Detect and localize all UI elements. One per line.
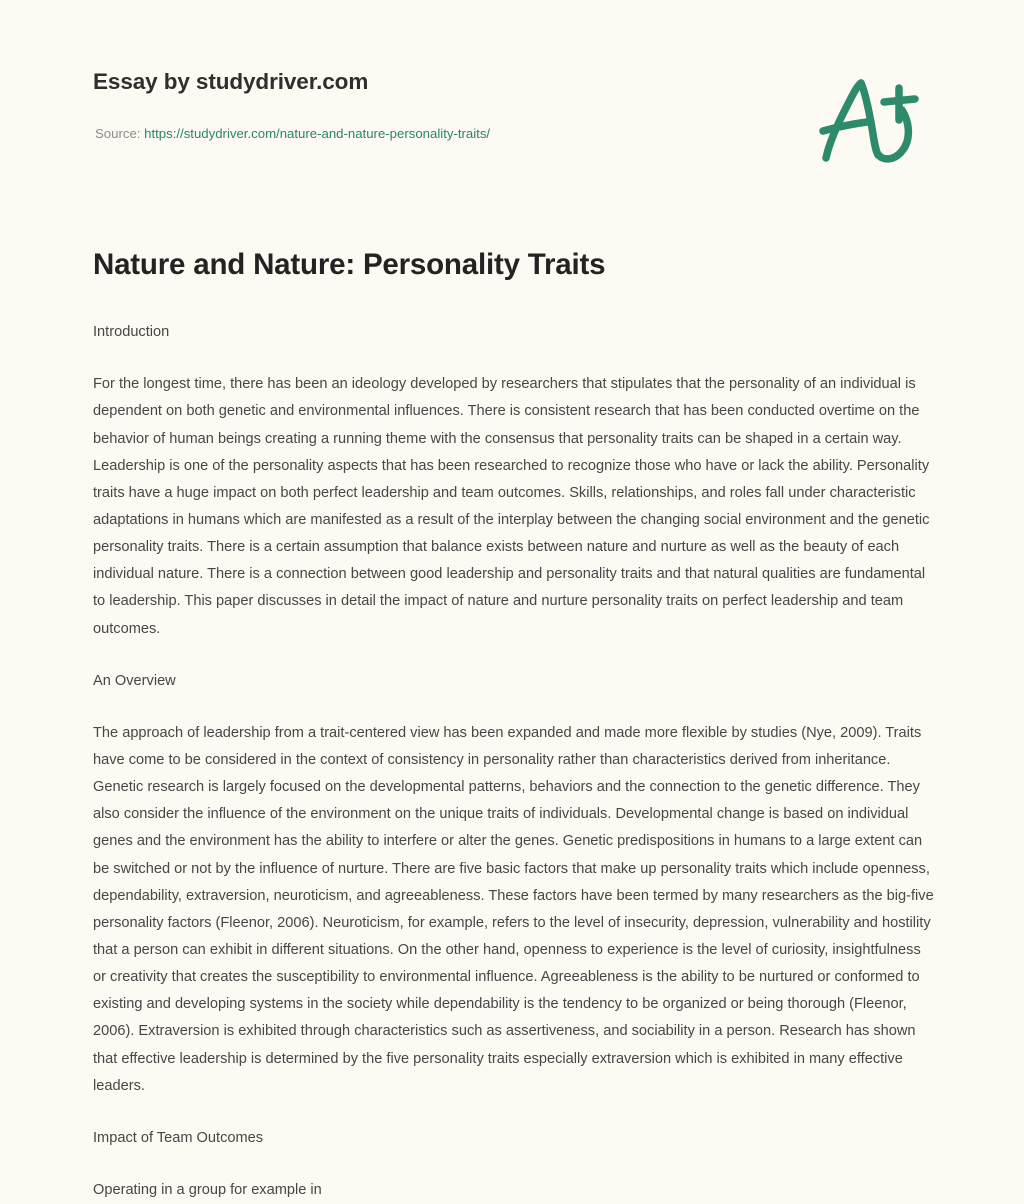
document-header <box>0 0 1024 200</box>
body-paragraph: Operating in a group for example in <box>93 1181 322 1198</box>
body-paragraph: The approach of leadership from a trait-centered view has been expanded and made more flexible by studies (Nye, 2009). Traits have come to be considered in the context of consistency in personality rather than characteristics derived from inheritance. Genetic research is largely focused on the developmental patterns, behaviors and the connection to the genetic difference. They also consider the influence of the environment on the unique traits of individuals. Developmental change is based on individual genes and the environment has the ability to interfere or alter the genes. Genetic predispositions in humans to a large extent can be switched or not by the influence of nurture. There are five basic factors that make up personality traits which include openness, dependability, extraversion, neuroticism, and agreeableness. These factors have been termed by many researchers as the big-five personality factors (Fleenor, 2006). Neuroticism, for example, refers to the level of insecurity, depression, vulnerability and hostility that a person can exhibit in different situations. On the other hand, openness to experience is the level of curiosity, insightfulness or creativity that creates the susceptibility to environmental influence. Agreeableness is the ability to be nurtured or conformed to existing and developing systems in the society while dependability is the tendency to be organized or being thorough (Fleenor, 2006). Extraversion is exhibited through characteristics such as assertiveness, and sociability in a person. Research has shown that effective leadership is determined by the five personality traits especially extraversion which is exhibited in many effective leaders. <box>93 724 934 1094</box>
section-heading: Impact of Team Outcomes <box>93 1129 264 1146</box>
essay-byline: Essay by studydriver.com <box>93 69 369 94</box>
page-title: Nature and Nature: Personality Traits <box>93 248 606 281</box>
source-line <box>95 126 490 141</box>
source-label: Source: <box>95 126 141 141</box>
body-paragraph: For the longest time, there has been an ideology developed by researchers that stipulates that the personality of an individual is dependent on both genetic and environmental influences. There is consistent research that has been conducted overtime on the behavior of human beings creating a running theme with the consensus that personality traits can be shaped in a certain way. Leadership is one of the personality aspects that has been researched to recognize those who have or lack the ability. Personality traits have a huge impact on both perfect leadership and team outcomes. Skills, relationships, and roles fall under characteristic adaptations in humans which are manifested as a result of the interplay between the changing social environment and the genetic personality traits. There is a certain assumption that balance exists between nature and nurture as well as the beauty of each individual nature. There is a connection between good leadership and personality traits and that natural qualities are fundamental to leadership. This paper discusses in detail the impact of nature and nurture personality traits on perfect leadership and team outcomes. <box>93 376 930 637</box>
document-blocks <box>93 319 937 1204</box>
section-heading: Introduction <box>93 324 170 341</box>
section-heading: An Overview <box>93 672 176 689</box>
a-plus-icon <box>812 66 922 171</box>
source-url-link[interactable]: https://studydriver.com/nature-and-nature-personality-traits/ <box>144 126 491 141</box>
document-body <box>93 246 937 1204</box>
studydriver-logo <box>812 66 922 171</box>
